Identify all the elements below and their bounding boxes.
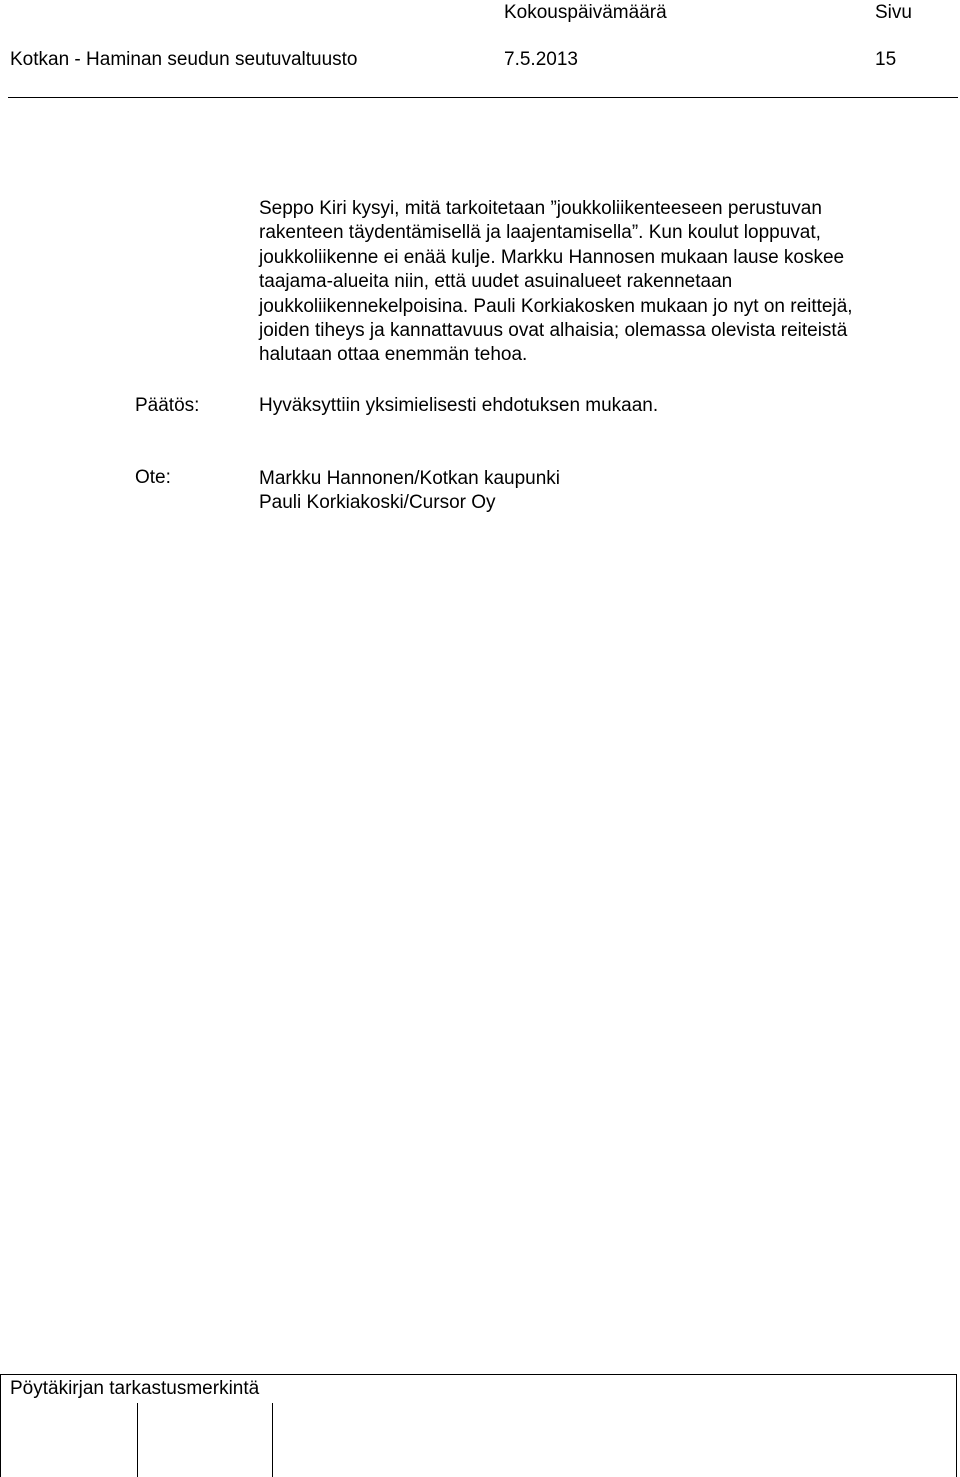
excerpt-recipient: Pauli Korkiakoski/Cursor Oy	[259, 492, 496, 514]
footer-signature-cell-divider	[137, 1403, 138, 1477]
header-page-number: 15	[875, 49, 897, 70]
discussion-line: Seppo Kiri kysyi, mitä tarkoitetaan ”joukkoliikenteeseen perustuvan	[259, 198, 822, 219]
header-divider	[8, 97, 958, 98]
excerpt-recipient-list	[259, 467, 560, 516]
header-page-label: Sivu	[875, 2, 912, 23]
excerpt-recipient: Markku Hannonen/Kotkan kaupunki	[259, 468, 561, 489]
decision-text: Hyväksyttiin yksimielisesti ehdotuksen mukaan.	[259, 395, 659, 416]
discussion-paragraph	[259, 197, 939, 368]
decision-label: Päätös:	[135, 395, 200, 416]
footer-signature-cell-divider	[272, 1403, 273, 1477]
header-date-label: Kokouspäivämäärä	[504, 2, 667, 23]
discussion-line: joiden tiheys ja kannattavuus ovat alhaisia; olemassa olevista reiteistä	[259, 320, 848, 342]
header-organization: Kotkan - Haminan seudun seutuvaltuusto	[10, 49, 358, 70]
header-date: 7.5.2013	[504, 49, 578, 70]
footer-title: Pöytäkirjan tarkastusmerkintä	[10, 1378, 260, 1399]
discussion-line: rakenteen täydentämisellä ja laajentamisella”. Kun koulut loppuvat,	[259, 222, 821, 244]
discussion-line: taajama-alueita niin, että uudet asuinalueet rakennetaan	[259, 271, 733, 293]
excerpt-label: Ote:	[135, 467, 171, 488]
discussion-line: halutaan ottaa enemmän tehoa.	[259, 344, 528, 366]
discussion-line: joukkoliikenne ei enää kulje. Markku Hannosen mukaan lause koskee	[259, 246, 845, 268]
discussion-line: joukkoliikennekelpoisina. Pauli Korkiakosken mukaan jo nyt on reittejä,	[259, 295, 853, 317]
